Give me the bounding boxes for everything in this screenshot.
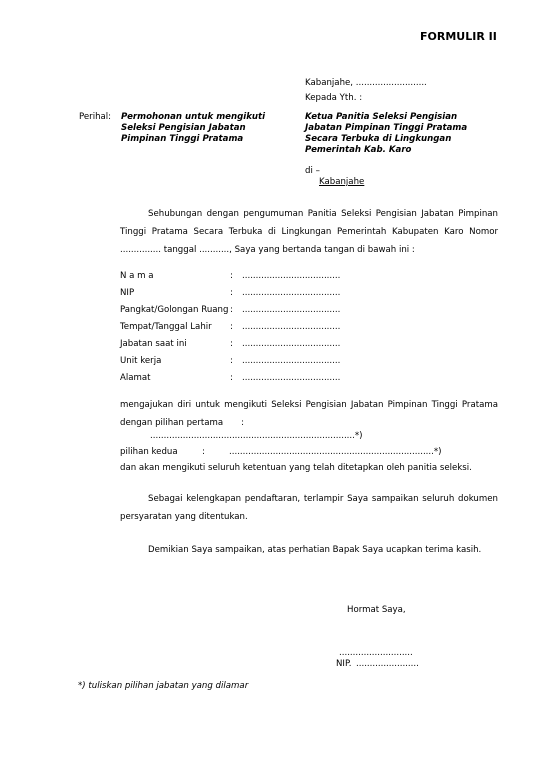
field-label: N a m a (120, 271, 154, 281)
recipient-di: di – (305, 166, 320, 176)
recipient-line: Jabatan Pimpinan Tinggi Pratama (305, 123, 468, 133)
first-choice-colon: : (241, 418, 245, 428)
opening-paragraph (120, 205, 498, 259)
second-choice-line: ...........................................................................*) (229, 447, 442, 457)
field-blank: .................................... (242, 356, 341, 366)
attachment-paragraph (120, 490, 498, 526)
recipient-line: Secara Terbuka di Lingkungan (305, 134, 452, 144)
first-choice-line: ...........................................................................*) (150, 431, 363, 441)
signature-nip-line: ....................... (356, 659, 419, 669)
field-label: Alamat (120, 373, 151, 383)
subject-line: Pimpinan Tinggi Pratama (121, 134, 244, 144)
signature-regards: Hormat Saya, (347, 605, 406, 615)
field-colon: : (230, 339, 233, 349)
field-colon: : (230, 305, 233, 315)
field-label: NIP (120, 288, 135, 298)
subject-label: Perihal: (79, 112, 112, 122)
closing-text: Demikian Saya sampaikan, atas perhatian Bapak Saya ucapkan terima kasih. (148, 545, 482, 555)
field-blank: .................................... (242, 288, 341, 298)
field-blank: .................................... (242, 322, 341, 332)
comply-text: dan akan mengikuti seluruh ketentuan yang telah ditetapkan oleh panitia seleksi. (120, 463, 472, 473)
place-date: Kabanjahe, .......................... (305, 78, 427, 88)
field-colon: : (230, 356, 233, 366)
opening-text: Sehubungan dengan pengumuman Panitia Seleksi Pengisian Jabatan Pimpinan Tinggi Pratama Secara Terbuka di Lingkungan Pemerintah Kabupaten Karo Nomor ............... tanggal ..........., Saya yang bertanda tangan di bawah ini : (120, 209, 498, 255)
recipient-block (305, 112, 467, 156)
subject-text (121, 112, 265, 145)
field-blank: .................................... (242, 373, 341, 383)
second-choice-label: pilihan kedua (120, 447, 178, 457)
signature-name-line: ........................... (339, 648, 413, 658)
field-blank: .................................... (242, 339, 341, 349)
field-blank: .................................... (242, 271, 341, 281)
field-label: Unit kerja (120, 356, 162, 366)
second-choice-colon: : (202, 447, 205, 457)
field-colon: : (230, 322, 233, 332)
field-colon: : (230, 271, 233, 281)
closing-paragraph (120, 541, 498, 559)
subject-line: Permohonan untuk mengikuti (121, 112, 266, 122)
field-colon: : (230, 288, 233, 298)
footnote: *) tuliskan pilihan jabatan yang dilamar (78, 681, 249, 691)
recipient-line: Pemerintah Kab. Karo (305, 145, 412, 155)
form-title: FORMULIR II (420, 30, 497, 43)
recipient-city: Kabanjahe (319, 177, 365, 187)
field-blank: .................................... (242, 305, 341, 315)
apply-paragraph (120, 396, 498, 432)
signature-nip-label: NIP. (336, 659, 352, 669)
subject-line: Seleksi Pengisian Jabatan (121, 123, 246, 133)
field-label: Pangkat/Golongan Ruang (120, 305, 229, 315)
apply-text: mengajukan diri untuk mengikuti Seleksi Pengisian Jabatan Pimpinan Tinggi Pratama dengan pilihan pertama (120, 400, 498, 428)
field-label: Jabatan saat ini (120, 339, 187, 349)
attachment-text: Sebagai kelengkapan pendaftaran, terlampir Saya sampaikan seluruh dokumen persyaratan yang ditentukan. (120, 494, 498, 522)
recipient-greeting: Kepada Yth. : (305, 93, 363, 103)
field-colon: : (230, 373, 233, 383)
field-label: Tempat/Tanggal Lahir (120, 322, 212, 332)
recipient-line: Ketua Panitia Seleksi Pengisian (305, 112, 458, 122)
